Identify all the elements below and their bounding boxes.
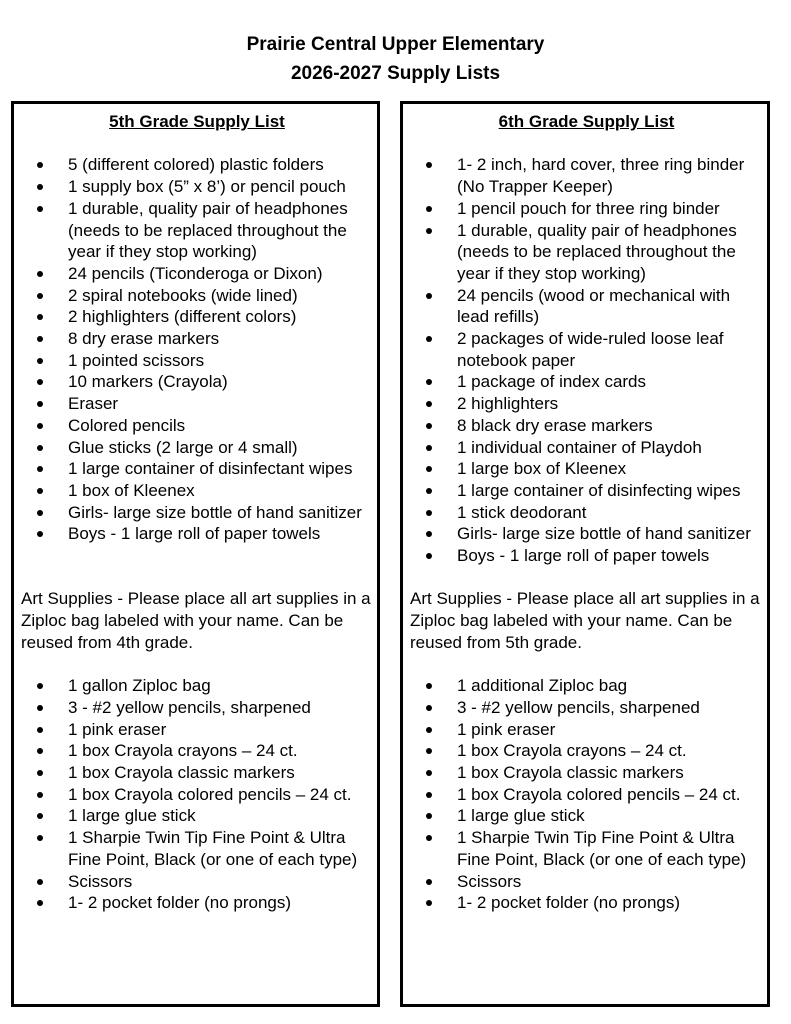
list-item: 1 large container of disinfecting wipes bbox=[410, 480, 763, 502]
list-item: Glue sticks (2 large or 4 small) bbox=[21, 437, 373, 459]
list-item: 1 large glue stick bbox=[410, 805, 763, 827]
list-item: 3 - #2 yellow pencils, sharpened bbox=[410, 697, 763, 719]
list-item: 1 stick deodorant bbox=[410, 502, 763, 524]
grade5-supply-list bbox=[21, 154, 373, 545]
list-item: 1 box Crayola classic markers bbox=[410, 762, 763, 784]
list-item: 1 pencil pouch for three ring binder bbox=[410, 198, 763, 220]
list-item: Scissors bbox=[21, 871, 373, 893]
list-item: 1 Sharpie Twin Tip Fine Point & Ultra Fine Point, Black (or one of each type) bbox=[21, 827, 373, 870]
list-item: 24 pencils (Ticonderoga or Dixon) bbox=[21, 263, 373, 285]
list-item: Scissors bbox=[410, 871, 763, 893]
grade6-art-intro: Art Supplies - Please place all art supplies in a Ziploc bag labeled with your name. Can be reused from 5th grade. bbox=[410, 589, 760, 652]
list-item: 1 supply box (5” x 8’) or pencil pouch bbox=[21, 176, 373, 198]
list-item: 8 black dry erase markers bbox=[410, 415, 763, 437]
list-item: 1 durable, quality pair of headphones (needs to be replaced throughout the year if they stop working) bbox=[410, 220, 763, 285]
list-item: Eraser bbox=[21, 393, 373, 415]
grade6-supply-list bbox=[410, 154, 763, 566]
list-item: 3 - #2 yellow pencils, sharpened bbox=[21, 697, 373, 719]
grade5-heading: 5th Grade Supply List bbox=[109, 112, 285, 131]
list-item: 10 markers (Crayola) bbox=[21, 371, 373, 393]
document-subtitle: 2026-2027 Supply Lists bbox=[290, 63, 501, 84]
grade5-art-intro: Art Supplies - Please place all art supplies in a Ziploc bag labeled with your name. Can be reused from 4th grade. bbox=[21, 589, 371, 652]
list-item: 1 box of Kleenex bbox=[21, 480, 373, 502]
grade6-panel bbox=[400, 101, 770, 1007]
list-item: Girls- large size bottle of hand sanitizer bbox=[21, 502, 373, 524]
list-item: 1 pink eraser bbox=[21, 719, 373, 741]
list-item: 8 dry erase markers bbox=[21, 328, 373, 350]
list-item: 1- 2 inch, hard cover, three ring binder (No Trapper Keeper) bbox=[410, 154, 763, 197]
list-item: 2 spiral notebooks (wide lined) bbox=[21, 285, 373, 307]
list-item: Boys - 1 large roll of paper towels bbox=[21, 523, 373, 545]
list-item: 1- 2 pocket folder (no prongs) bbox=[21, 892, 373, 914]
grade5-panel bbox=[11, 101, 380, 1007]
list-item: 24 pencils (wood or mechanical with lead refills) bbox=[410, 285, 763, 328]
list-item: 1 box Crayola classic markers bbox=[21, 762, 373, 784]
list-item: 1 additional Ziploc bag bbox=[410, 675, 763, 697]
list-item: 1 pointed scissors bbox=[21, 350, 373, 372]
list-item: 2 highlighters bbox=[410, 393, 763, 415]
list-item: 1 box Crayola crayons – 24 ct. bbox=[410, 740, 763, 762]
list-item: 1 large container of disinfectant wipes bbox=[21, 458, 373, 480]
list-item: 1 individual container of Playdoh bbox=[410, 437, 763, 459]
grade6-art-list bbox=[410, 675, 763, 914]
list-item: 2 packages of wide-ruled loose leaf notebook paper bbox=[410, 328, 763, 371]
list-item: 1 box Crayola colored pencils – 24 ct. bbox=[410, 784, 763, 806]
list-item: 1 box Crayola colored pencils – 24 ct. bbox=[21, 784, 373, 806]
list-item: Colored pencils bbox=[21, 415, 373, 437]
list-item: 1 pink eraser bbox=[410, 719, 763, 741]
grade5-art-list bbox=[21, 675, 373, 914]
document-title: Prairie Central Upper Elementary bbox=[246, 34, 545, 55]
list-item: 2 highlighters (different colors) bbox=[21, 306, 373, 328]
list-item: 1 large box of Kleenex bbox=[410, 458, 763, 480]
list-item: 1 package of index cards bbox=[410, 371, 763, 393]
list-item: Girls- large size bottle of hand sanitizer bbox=[410, 523, 763, 545]
list-item: Boys - 1 large roll of paper towels bbox=[410, 545, 763, 567]
list-item: 1 Sharpie Twin Tip Fine Point & Ultra Fine Point, Black (or one of each type) bbox=[410, 827, 763, 870]
list-item: 1- 2 pocket folder (no prongs) bbox=[410, 892, 763, 914]
list-item: 1 large glue stick bbox=[21, 805, 373, 827]
list-item: 1 gallon Ziploc bag bbox=[21, 675, 373, 697]
list-item: 1 box Crayola crayons – 24 ct. bbox=[21, 740, 373, 762]
list-item: 5 (different colored) plastic folders bbox=[21, 154, 373, 176]
list-item: 1 durable, quality pair of headphones (needs to be replaced throughout the year if they stop working) bbox=[21, 198, 373, 263]
grade6-heading: 6th Grade Supply List bbox=[498, 112, 675, 131]
